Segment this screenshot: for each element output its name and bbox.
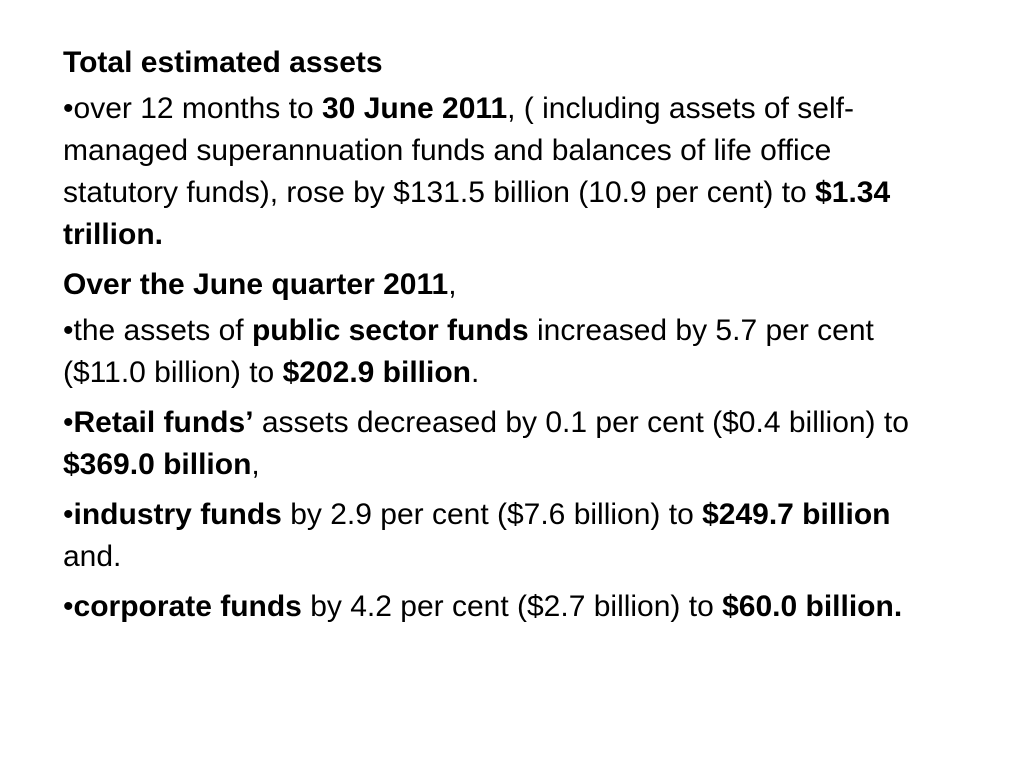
run: $1.34 trillion. <box>63 176 891 251</box>
run: 30 June 2011 <box>321 92 508 125</box>
run: the assets of <box>73 314 252 347</box>
bullet-icon: • <box>63 406 74 439</box>
run: $369.0 billion <box>63 448 252 481</box>
bullet-icon: • <box>63 92 74 125</box>
run: corporate funds <box>73 590 302 623</box>
bullet-icon: • <box>63 498 74 531</box>
run: industry funds <box>73 498 282 531</box>
run: increased by 5.7 per cent ($11.0 billion) to <box>63 314 874 389</box>
run: Total estimated assets <box>63 46 383 79</box>
run: , <box>251 448 260 481</box>
run: public sector funds <box>251 314 529 347</box>
run: assets decreased by 0.1 per cent ($0.4 billion) to <box>253 406 909 439</box>
heading-total-estimated-assets <box>63 42 954 84</box>
run: Retail funds’ <box>73 406 254 439</box>
run: by 2.9 per cent ($7.6 billion) to <box>281 498 703 531</box>
run: Over the June quarter 2011 <box>63 268 449 301</box>
bullet-retail-funds <box>63 402 954 486</box>
run: . <box>471 356 480 389</box>
run: , <box>448 268 457 301</box>
bullet-icon: • <box>63 590 74 623</box>
run: , ( including assets of self-managed superannuation funds and balances of life office statutory funds), rose by $131.5 billion (10.9 per cent) to <box>63 92 854 209</box>
bullet-industry-funds <box>63 494 954 578</box>
bullet-corporate-funds <box>63 586 954 628</box>
run: and. <box>63 540 122 573</box>
run: $202.9 billion <box>282 356 471 389</box>
heading-june-quarter <box>63 264 954 306</box>
bullet-public-sector-funds <box>63 310 954 394</box>
run: $60.0 billion. <box>722 590 903 623</box>
run: over 12 months to <box>73 92 322 125</box>
bullet-icon: • <box>63 314 74 347</box>
run: $249.7 billion <box>702 498 891 531</box>
bullet-total-assets <box>63 88 954 256</box>
run: by 4.2 per cent ($2.7 billion) to <box>301 590 723 623</box>
